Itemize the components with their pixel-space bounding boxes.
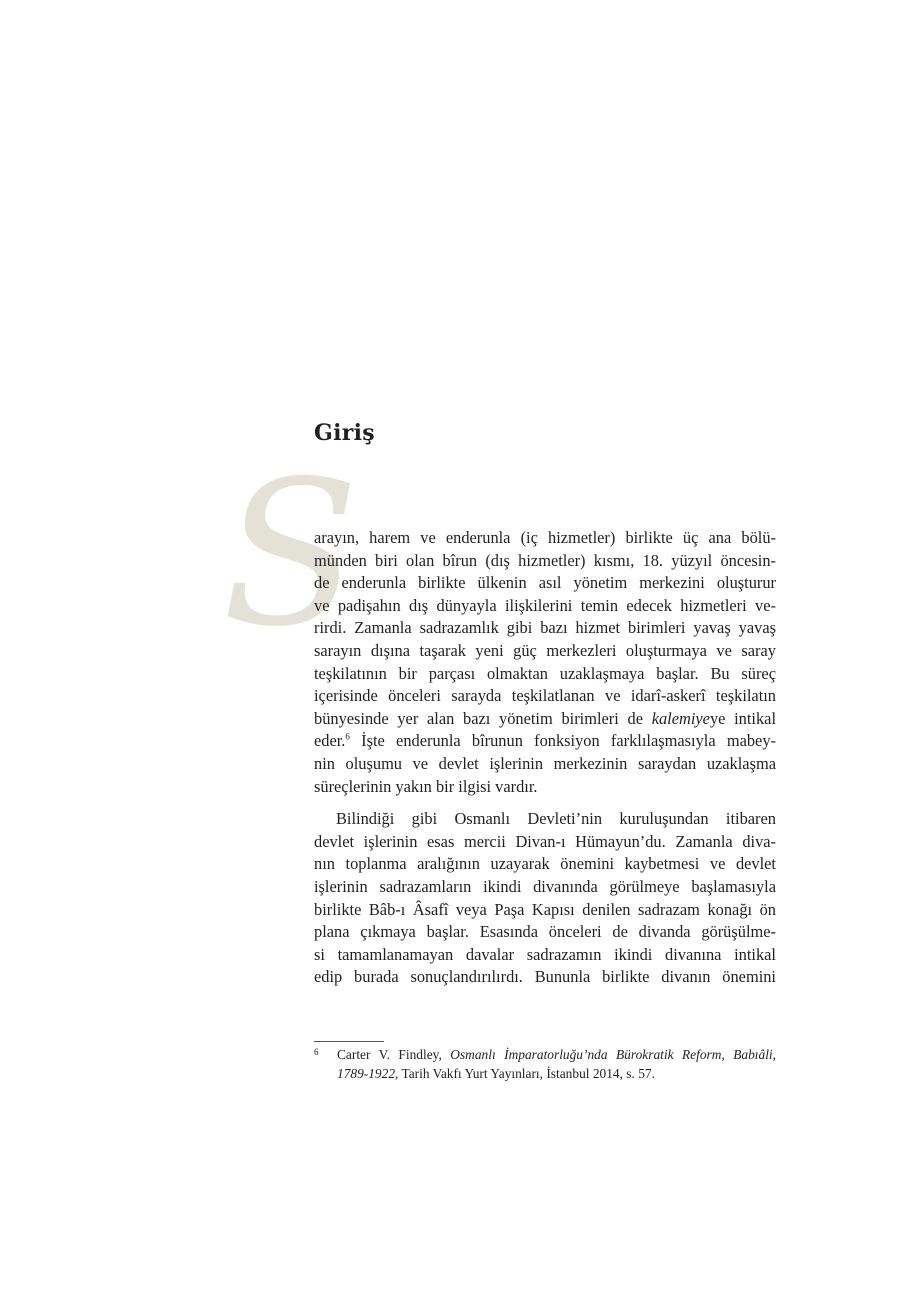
paragraph-2-line: nın toplanma aralığının uzayarak önemini kaybetmesi ve devlet — [314, 854, 776, 874]
paragraph-1-line: teşkilatının bir parçası olmaktan uzaklaşmaya başlar. Bu süreç — [314, 663, 776, 683]
paragraph-gap — [314, 798, 776, 808]
chapter-title: Giriş — [314, 420, 375, 446]
footnote-publisher: , Tarih Vakfı Yurt Yayınları, İstanbul 2014, s. 57. — [395, 1066, 655, 1081]
footnote-book-years: 1789-1922 — [337, 1066, 396, 1081]
line-text: İşte enderunla bîrunun fonksiyon farklılaşmasıyla mabey- — [349, 731, 776, 751]
paragraph-2-line: işlerinin sadrazamların ikindi divanında görülmeye başlamasıyla — [314, 876, 776, 896]
paragraph-1-line: sarayın dışına taşarak yeni güç merkezleri oluşturmaya ve saray — [314, 640, 776, 660]
paragraph-2-line: birlikte Bâb-ı Âsafî veya Paşa Kapısı denilen sadrazam konağı ön — [314, 899, 776, 919]
line-text: ye intikal — [709, 708, 776, 728]
body-text — [314, 527, 776, 989]
paragraph-2-line: devlet işlerinin esas mercii Divan-ı Hümayun’du. Zamanla diva- — [314, 831, 776, 851]
paragraph-1-line: de enderunla birlikte ülkenin asıl yönetim merkezini oluşturur — [314, 573, 776, 593]
footnote-book-title: Osmanlı İmparatorluğu’nda Bürokratik Reform, Babıâli, — [450, 1047, 776, 1062]
footnote-author: Carter V. Findley, — [337, 1047, 451, 1062]
paragraph-1-line: rirdi. Zamanla sadrazamlık gibi bazı hizmet birimleri yavaş yavaş — [314, 618, 776, 638]
paragraph-1-line: süreçlerinin yakın bir ilgisi vardır. — [314, 776, 538, 796]
italic-term: kalemiye — [651, 708, 710, 728]
footnote-number: 6 — [314, 1047, 319, 1057]
paragraph-1-line: ve padişahın dış dünyayla ilişkilerini temin edecek hizmetleri ve- — [314, 595, 776, 615]
footnote-divider — [314, 1041, 384, 1042]
paragraph-1-line: münden biri olan bîrun (dış hizmetler) kısmı, 18. yüzyıl öncesin- — [314, 550, 776, 570]
footnote — [314, 1045, 776, 1083]
paragraph-1-line — [314, 730, 776, 753]
paragraph-1-line: nin oluşumu ve devlet işlerinin merkezinin saraydan uzaklaşma — [314, 753, 776, 773]
decorative-dropcap: S — [222, 438, 360, 671]
paragraph-2-line: si tamamlanamayan davalar sadrazamın ikindi divanına intikal — [314, 944, 776, 964]
paragraph-2-line: edip burada sonuçlandırılırdı. Bununla birlikte divanın önemini — [314, 967, 776, 987]
paragraph-1-line — [314, 708, 776, 731]
footnote-line — [314, 1064, 776, 1083]
footnote-line — [314, 1045, 776, 1064]
footnote-reference[interactable]: 6 — [345, 731, 350, 742]
paragraph-2-line: Bilindiği gibi Osmanlı Devleti’nin kuruluşundan itibaren — [336, 809, 776, 829]
paragraph-2-line: plana çıkmaya başlar. Esasında önceleri de divanda görüşülme- — [314, 922, 776, 942]
line-text: bünyesinde yer alan bazı yönetim birimleri de — [314, 708, 652, 728]
line-text: eder. — [314, 731, 346, 751]
paragraph-1-line: içerisinde önceleri sarayda teşkilatlanan ve idarî-askerî teşkilatın — [314, 686, 776, 706]
paragraph-1-line: arayın, harem ve enderunla (iç hizmetler) birlikte üç ana bölü- — [314, 528, 776, 547]
